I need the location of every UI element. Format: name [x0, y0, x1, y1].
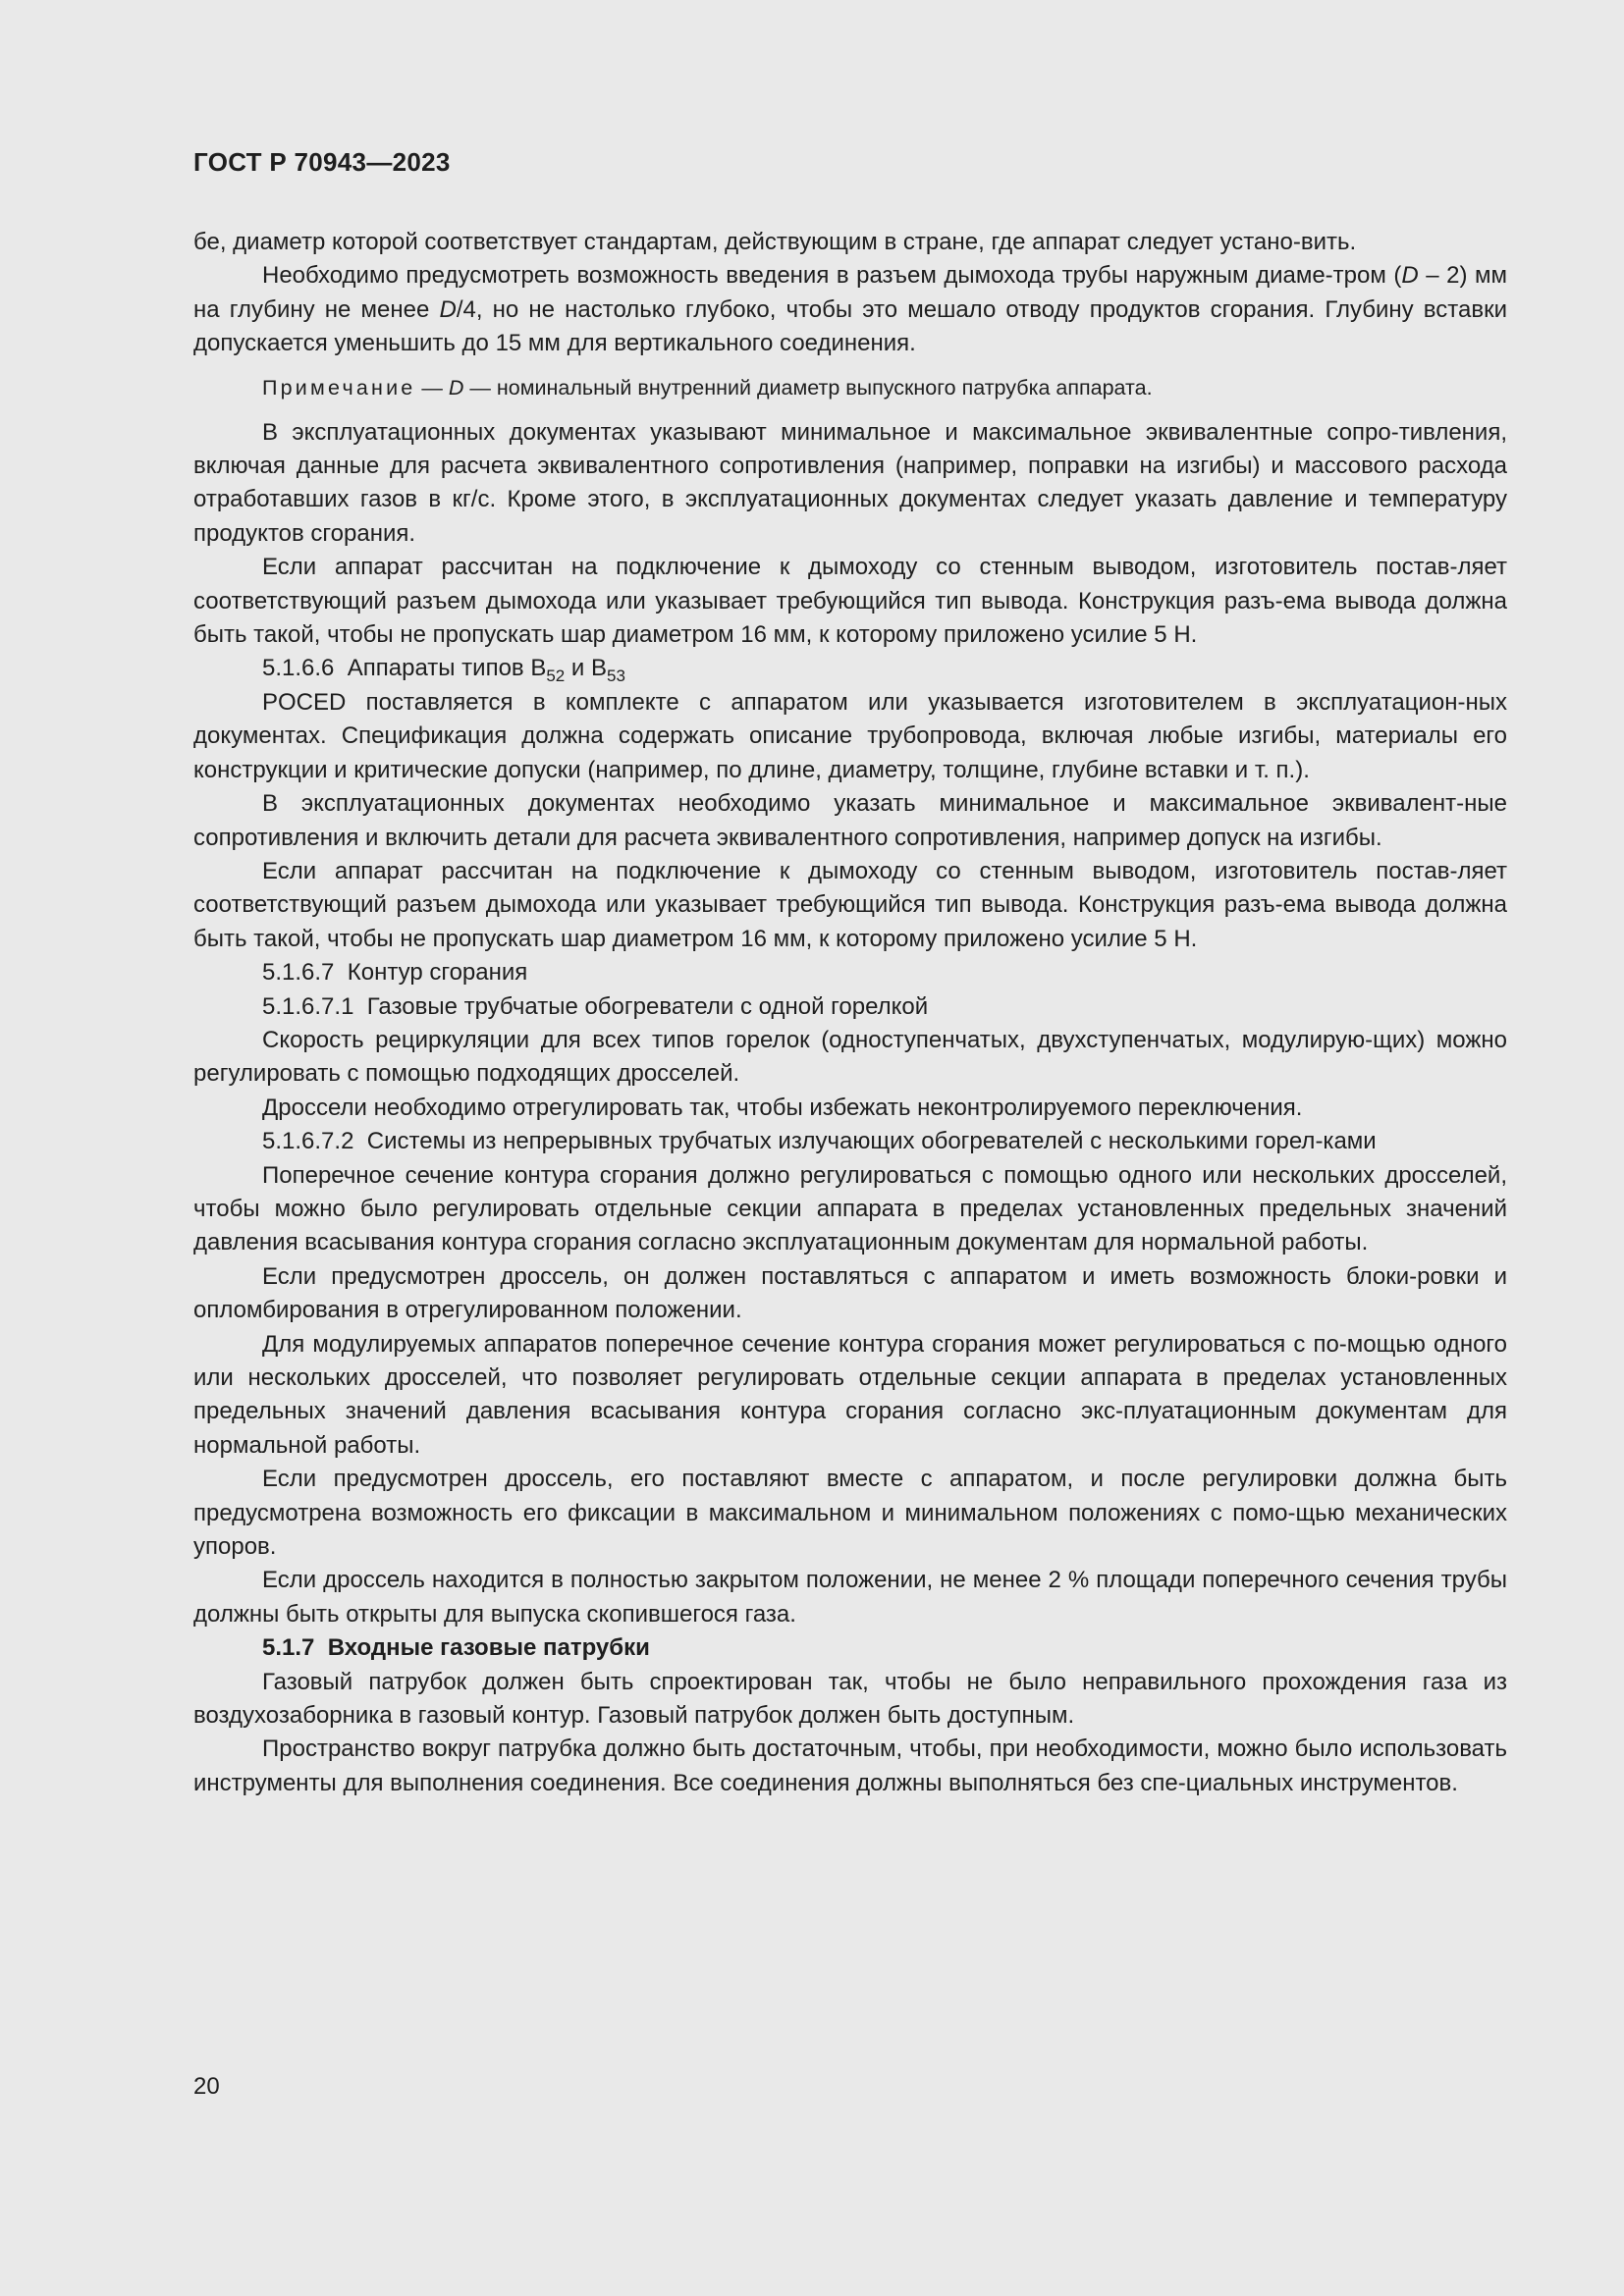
paragraph: Газовый патрубок должен быть спроектирован так, чтобы не было неправильного прохождения газа из воздухозаборника в газовый контур. Газовый патрубок должен быть доступным.: [193, 1668, 1507, 1730]
paragraph: Скорость рециркуляции для всех типов горелок (одноступенчатых, двухступенчатых, модулирую-щих) можно регулировать с помощью подходящих дросселей.: [193, 1026, 1507, 1088]
paragraph: Если аппарат рассчитан на подключение к дымоходу со стенным выводом, изготовитель постав-ляет соответствующий разъем дымохода или указывает требующийся тип вывода. Конструкция разъ-ема вывода должна быть такой, чтобы не пропускать шар диаметром 16 мм, к которому приложено усилие 5 Н.: [193, 554, 1507, 649]
paragraph: В эксплуатационных документах необходимо указать минимальное и максимальное эквивалент-ные сопротивления и включить детали для расчета эквивалентного сопротивления, например допуск на изгибы.: [193, 790, 1507, 851]
paragraph: Поперечное сечение контура сгорания должно регулироваться с помощью одного или нескольких дросселей, чтобы можно было регулировать отдельные секции аппарата в пределах установленных предельных значений давления всасывания контура сгорания согласно эксплуатационным документам для нормальной работы.: [193, 1161, 1507, 1256]
paragraph: Для модулируемых аппаратов поперечное сечение контура сгорания может регулироваться с по-мощью одного или нескольких дросселей, что позволяет регулировать отдельные секции аппарата в пределах установленных предельных значений давления всасывания контура сгорания согласно экс-плуатационным документам для нормальной работы.: [193, 1330, 1507, 1459]
note-label: Примечание: [262, 375, 416, 400]
section-heading-5-1-6-7: 5.1.6.7 Контур сгорания: [262, 959, 528, 987]
section-heading-5-1-6-7-1: 5.1.6.7.1 Газовые трубчатые обогреватели с одной горелкой: [262, 992, 929, 1020]
paragraph: Если предусмотрен дроссель, его поставляют вместе с аппаратом, и после регулировки должна быть предусмотрена возможность его фиксации в максимальном и минимальном положениях с помо-щью механических упоров.: [193, 1466, 1507, 1561]
paragraph: В эксплуатационных документах указывают минимальное и максимальное эквивалентные сопро-тивления, включая данные для расчета эквивалентного сопротивления (например, поправки на изгибы) и массового расхода отработавших газов в кг/с. Кроме этого, в эксплуатационных документах следует указать давление и температуру продуктов сгорания.: [193, 418, 1507, 547]
paragraph: Если аппарат рассчитан на подключение к дымоходу со стенным выводом, изготовитель постав-ляет соответствующий разъем дымохода или указывает требующийся тип вывода. Конструкция разъ-ема вывода должна быть такой, чтобы не пропускать шар диаметром 16 мм, к которому приложено усилие 5 Н.: [193, 857, 1507, 952]
section-heading-5-1-6-7-2: 5.1.6.7.2 Системы из непрерывных трубчатых излучающих обогревателей с несколькими горел-ками: [262, 1128, 1377, 1155]
document-body: [193, 226, 1507, 1800]
note: Примечание — D — номинальный внутренний диаметр выпускного патрубка аппарата.: [262, 375, 1153, 400]
section-heading-5-1-7: 5.1.7 Входные газовые патрубки: [262, 1634, 650, 1662]
section-heading-5-1-6-6: 5.1.6.6 Аппараты типов $B_{52}$ и $B_{53}$: [262, 655, 625, 686]
paragraph: Если предусмотрен дроссель, он должен поставляться с аппаратом и иметь возможность блоки-ровки и опломбирования в отрегулированном положении.: [193, 1262, 1507, 1324]
page-number: 20: [193, 2073, 220, 2100]
document-header: ГОСТ Р 70943—2023: [193, 147, 451, 177]
paragraph: Дроссели необходимо отрегулировать так, чтобы избежать неконтролируемого переключения.: [262, 1094, 1303, 1121]
paragraph: Необходимо предусмотреть возможность введения в разъем дымохода трубы наружным диаме-тром (D – 2) мм на глубину не менее D/4, но не настолько глубоко, чтобы это мешало отводу продуктов сгорания. Глубину вставки допускается уменьшить до 15 мм для вертикального соединения.: [193, 262, 1508, 357]
paragraph: Если дроссель находится в полностью закрытом положении, не менее 2 % площади поперечного сечения трубы должны быть открыты для выпуска скопившегося газа.: [193, 1567, 1507, 1628]
paragraph: POCED поставляется в комплекте с аппаратом или указывается изготовителем в эксплуатацион-ных документах. Спецификация должна содержать описание трубопровода, включая любые изгибы, материалы его конструкции и критические допуски (например, по длине, диаметру, толщине, глубине вставки и т. п.).: [193, 688, 1507, 783]
paragraph: бе, диаметр которой соответствует стандартам, действующим в стране, где аппарат следует устано-вить.: [193, 229, 1357, 255]
paragraph: Пространство вокруг патрубка должно быть достаточным, чтобы, при необходимости, можно было использовать инструменты для выполнения соединения. Все соединения должны выполняться без спе-циальных инструментов.: [193, 1735, 1507, 1796]
